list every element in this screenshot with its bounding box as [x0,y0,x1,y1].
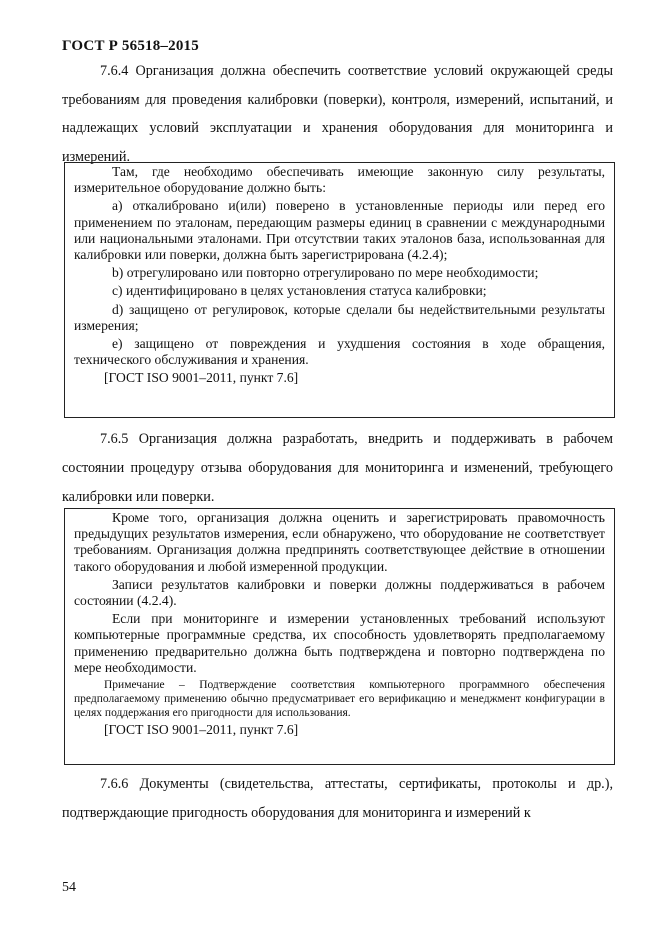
box1-item-b: b) отрегулировано или повторно отрегулировано по мере необходимости; [112,265,539,281]
box1-item-c: c) идентифицировано в целях установления статуса калибровки; [112,283,487,299]
box2-paragraph-2: Записи результатов калибровки и поверки должны поддерживаться в рабочем состоянии (4.2.4). [74,576,605,609]
clause-7-6-4: 7.6.4 Организация должна обеспечить соответствие условий окружающей среды требованиям для проведения калибровки (поверки), контроля, измерений, испытаний, и надлежащих условий эксплуатации и хранения оборудования для мониторинга и измерений. [62,63,613,165]
box2-note: Примечание – Подтверждение соответствия компьютерного программного обеспечения предполагаемому применению обычно предусматривает его верификацию и менеджмент конфигурации в целях поддержания его пригодности для использования. [74,679,605,720]
clause-7-6-6: 7.6.6 Документы (свидетельства, аттестаты, сертификаты, протоколы и др.), подтверждающие пригодность оборудования для мониторинга и измерений к [62,776,613,821]
box1-item-e: e) защищено от повреждения и ухудшения состояния в ходе обращения, технического обслуживания и хранения. [74,336,605,368]
clause-7-6-5: 7.6.5 Организация должна разработать, внедрить и поддерживать в рабочем состоянии процедуру отзыва оборудования для мониторинга и изменений, требующего калибровки или поверки. [62,431,613,505]
quote-box-iso-records [64,508,615,765]
box2-paragraph-3: Если при мониторинге и измерении установленных требований используют компьютерные программные средства, их способность удовлетворять предполагаемому применению предварительно должна быть подтверждена и повторно подтверждена по мере необходимости. [74,611,605,675]
standard-header: ГОСТ Р 56518–2015 [62,38,199,54]
box1-item-a: a) откалибровано и(или) поверено в установленные периоды или перед его применением по эталонам, передающим размеры единиц в сравнении с международными или национальными эталонами. При отсутствии таких эталонов база, использованная для калибровки или поверки, должна быть зарегистрирована (4.2.4); [74,198,605,263]
page-number: 54 [62,880,76,895]
quote-box-iso-requirements [64,162,615,418]
box1-item-d: d) защищено от регулировок, которые сделали бы недействительными результаты измерения; [74,301,605,333]
box2-source-reference: [ГОСТ ISO 9001–2011, пункт 7.6] [104,722,299,738]
box1-intro: Там, где необходимо обеспечивать имеющие законную силу результаты, измерительное оборудование должно быть: [74,164,605,196]
box1-source-reference: [ГОСТ ISO 9001–2011, пункт 7.6] [104,370,299,386]
box2-paragraph-1: Кроме того, организация должна оценить и зарегистрировать правомочность предыдущих результатов измерения, если обнаружено, что оборудование не соответствует требованиям. Организация должна предпринять соответствующее действие в отношении такого оборудования и любой измеренной продукции. [74,510,605,574]
